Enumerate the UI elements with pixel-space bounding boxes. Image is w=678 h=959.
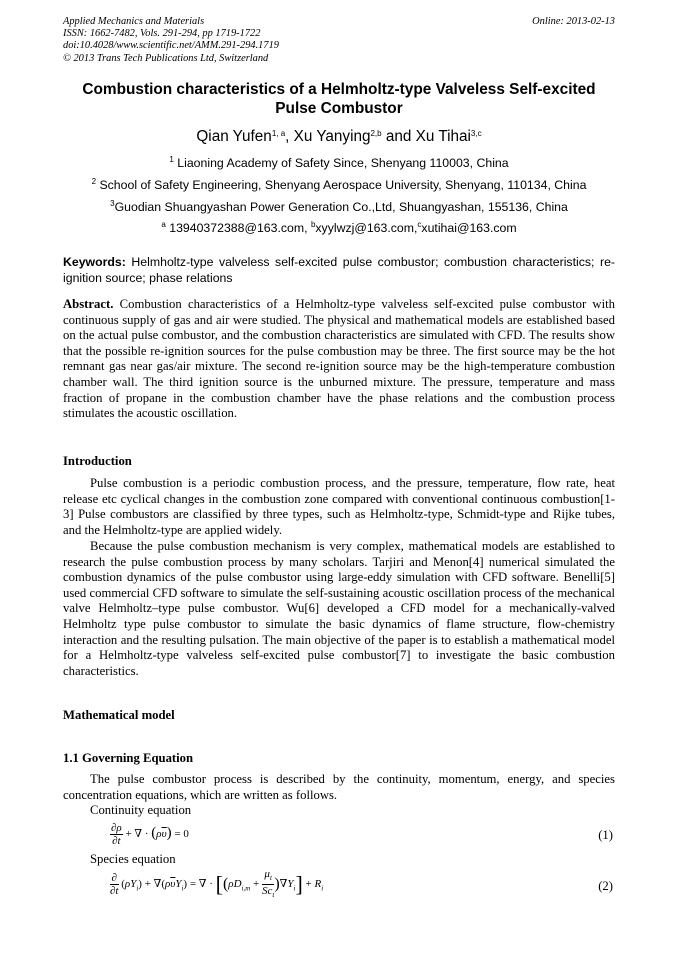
affiliation-text: Liaoning Academy of Safety Since, Shenyang 110003, China xyxy=(177,156,509,170)
author-separator: , xyxy=(285,128,294,145)
email-list xyxy=(20,221,658,236)
keywords xyxy=(63,255,615,286)
abstract-text: Combustion characteristics of a Helmholtz-type valveless self-excited pulse combustor with continuous supply of gas and air were studied. The physical and mathematical models are established based on the actual pulse combustor, and the combustion characteristics are simulated with CFD. The results show that the possible re-ignition sources for the pulse combustion may be three. The first source may be the hot remnant gas near gas/air mixture. The second re-ignition source may be the high-temperature combustion chamber wall. The third ignition source is the unburned mixture. The pressure, temperature and mass fraction of propane in the combustion chamber have the phase relations and the combustion process stimulates the acoustic oscillation. xyxy=(63,297,615,421)
email-superscript: c xyxy=(417,220,422,229)
section-heading-math-model: Mathematical model xyxy=(63,708,175,722)
intro-paragraph-2: Because the pulse combustion mechanism is very complex, mathematical models are established to research the pulse combustion process by many scholars. Tarjiri and Menon[4] numerical simulated the combustion dynamics of the pulse combustor using large-eddy simulation with CFD software. Benelli[5] used commercial CFD software to simulate the self-sustaining acoustic oscillation process of the mechanical valve Helmholtz–type pulse combustor. Wu[6] developed a CFD model for a mechanically-valved Helmholtz type pulse combustor to simulate the basic dynamics of flame structure, flow-chemistry interaction and the resulting pulsation. The main objective of the paper is to establish a mathematical model for a Helmholtz-type valveless self-excited pulse combustor[7] to investigate the basic combustion characteristics. xyxy=(63,539,615,678)
continuity-equation: $\frac{\partial\rho}{\partial t}$ + ∇ · $(\rho\overline{\upsilon}) = 0$ xyxy=(111,822,189,847)
keywords-text: Helmholtz-type valveless self-excited pulse combustor; combustion characteristics; re-ignition source; phase relations xyxy=(63,255,615,285)
author-superscript: 3,c xyxy=(470,129,482,138)
copyright-line: © 2013 Trans Tech Publications Ltd, Switzerland xyxy=(63,52,269,64)
author-separator: and xyxy=(381,128,416,145)
species-label: Species equation xyxy=(90,852,176,866)
affiliation-text: Guodian Shuangyashan Power Generation Co.,Ltd, Shuangyashan, 155136, China xyxy=(114,200,568,214)
equation-number-1: (1) xyxy=(598,828,613,842)
species-equation: $\frac{\partial}{\partial t}$ $(\rho Y_i) + \nabla(\rho\overline{\upsilon}Y_i)$ = ∇ · [($\rho D_{i,m}$ + $\frac{\mu_t}{Sc_t}$ )$\nabla Y_i] + R_i$ xyxy=(110,868,324,900)
author-name: Xu Tihai xyxy=(415,128,471,145)
abstract xyxy=(63,297,615,422)
subsection-heading-governing: 1.1 Governing Equation xyxy=(63,751,194,765)
keywords-label: Keywords: xyxy=(63,255,126,269)
intro-paragraph-1: Pulse combustion is a periodic combustion process, and the pressure, temperature, flow rate, heat release etc cyclical changes in the combustion zone compared with conventional continuous combustion[1-3] Pulse combustors are classified by three types, such as Helmholtz-type, Schmidt-type and Rijke tubes, and the Helmholtz-type are applied widely. xyxy=(63,476,615,537)
journal-name: Applied Mechanics and Materials xyxy=(63,16,205,27)
journal-header xyxy=(63,16,615,65)
affiliation-3 xyxy=(20,200,658,215)
affiliation-superscript: 3 xyxy=(110,199,115,208)
email-link[interactable]: 13940372388@163.com, xyxy=(169,221,311,235)
affiliation-1 xyxy=(20,156,658,171)
author-name: Xu Yanying xyxy=(293,128,371,145)
continuity-label: Continuity equation xyxy=(90,803,192,817)
email-link[interactable]: xyylwzj@163.com, xyxy=(315,221,418,235)
affiliation-text: School of Safety Engineering, Shenyang Aerospace University, Shenyang, 110134, China xyxy=(99,178,587,192)
author-superscript: 2,b xyxy=(370,129,382,138)
equation-number-2: (2) xyxy=(598,879,613,893)
abstract-label: Abstract. xyxy=(63,297,114,311)
affiliation-2 xyxy=(20,178,658,193)
email-link[interactable]: xutihai@163.com xyxy=(421,221,517,235)
affiliation-superscript: 2 xyxy=(91,177,97,186)
author-name: Qian Yufen xyxy=(196,128,272,145)
issn-line: ISSN: 1662-7482, Vols. 291-294, pp 1719-1722 xyxy=(63,28,261,40)
section-heading-introduction: Introduction xyxy=(63,454,132,468)
author-list xyxy=(63,128,615,146)
email-superscript: a xyxy=(161,220,166,229)
author-superscript: 1, a xyxy=(271,129,286,138)
paper-title: Combustion characteristics of a Helmholtz-type Valveless Self-excited Pulse Combustor xyxy=(82,81,596,117)
email-superscript: b xyxy=(310,220,316,229)
online-date: Online: 2013-02-13 xyxy=(532,16,615,27)
doi-line: doi:10.4028/www.scientific.net/AMM.291-294.1719 xyxy=(63,40,279,52)
governing-paragraph: The pulse combustor process is described by the continuity, momentum, energy, and species concentration equations, which are written as follows. xyxy=(63,772,615,802)
affiliation-superscript: 1 xyxy=(169,155,174,164)
